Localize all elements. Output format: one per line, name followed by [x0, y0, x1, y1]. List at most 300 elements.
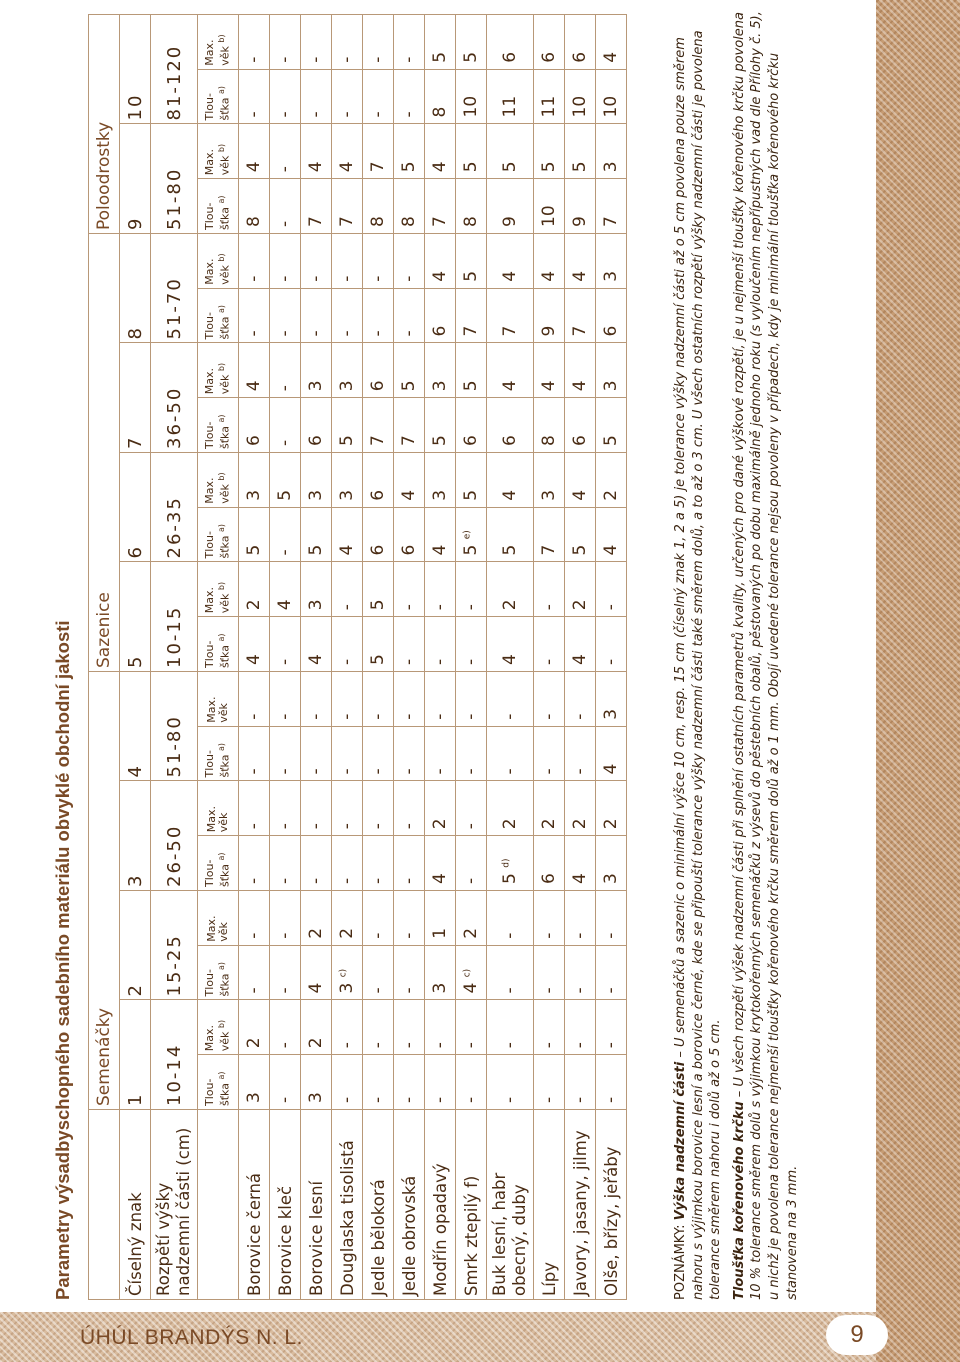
table-cell: [534, 1055, 565, 1110]
table-cell: [456, 507, 487, 562]
table-cell: [534, 836, 565, 891]
cell-value: -: [337, 56, 357, 63]
table-cell: [394, 453, 425, 508]
table-row: [487, 15, 534, 1300]
cell-value: -: [399, 111, 419, 118]
table-cell: [487, 562, 534, 617]
cell-value: 4: [500, 654, 520, 665]
table-cell: [239, 179, 270, 234]
table-cell: [239, 617, 270, 672]
sub-age-label: věk: [218, 374, 232, 395]
cell-value: 11: [539, 95, 559, 118]
sub-thickness-label: Tlou-: [203, 969, 217, 997]
table-cell: [332, 507, 363, 562]
table-cell: [301, 672, 332, 727]
table-cell: [332, 288, 363, 343]
group-semenacky: Semenáčky: [89, 672, 120, 1110]
table-row: [394, 15, 425, 1300]
cell-value: -: [275, 549, 295, 556]
table-cell: [239, 562, 270, 617]
parameters-table-wrapper: [88, 14, 627, 1300]
table-cell: [394, 726, 425, 781]
table-cell: [487, 507, 534, 562]
table-cell: [456, 1055, 487, 1110]
cell-value: 2: [500, 818, 520, 830]
table-cell: [332, 453, 363, 508]
cell-value: 4: [461, 982, 481, 994]
cell-value: -: [500, 987, 520, 994]
cell-footnote-mark: d): [501, 858, 512, 868]
cell-value: 4: [244, 654, 264, 665]
cell-value: 2: [337, 927, 357, 939]
table-cell: [456, 234, 487, 289]
cell-value: -: [430, 713, 450, 720]
table-cell: [363, 617, 394, 672]
cell-value: -: [275, 987, 295, 994]
cell-value: 4: [399, 489, 419, 501]
table-cell: [363, 288, 394, 343]
cell-value: -: [275, 166, 295, 173]
table-cell: [270, 617, 301, 672]
cell-value: 6: [244, 435, 264, 446]
sub-max-label: Max.: [203, 149, 217, 176]
sup-b: b): [217, 1019, 227, 1029]
table-cell: [596, 288, 627, 343]
sub-thickness-label2: šťka: [218, 754, 232, 778]
cell-value: 4: [306, 654, 326, 665]
sub-age-label: věk: [218, 484, 232, 504]
cell-value: -: [337, 1096, 357, 1103]
table-cell: [301, 781, 332, 836]
table-cell: [363, 1000, 394, 1055]
table-cell: [332, 1055, 363, 1110]
cell-value: 4: [306, 161, 326, 173]
table-cell: [596, 15, 627, 70]
cell-value: 6: [570, 51, 590, 63]
sup-b: b): [217, 581, 227, 591]
cell-value: -: [570, 768, 590, 775]
cell-value: 6: [539, 51, 559, 63]
row-species-name: Borovice kleč: [270, 1110, 301, 1300]
cell-value: 6: [368, 544, 388, 556]
cell-value: 5: [500, 873, 520, 884]
row-species-name: Javory, jasany, jilmy: [565, 1110, 596, 1300]
cell-value: 3: [337, 982, 357, 994]
table-cell: [332, 945, 363, 1000]
cell-value: -: [539, 713, 559, 720]
cell-value: 4: [570, 270, 590, 282]
table-cell: [270, 234, 301, 289]
sub-age-label: věk: [218, 265, 232, 285]
table-cell: [332, 15, 363, 70]
table-cell: [425, 781, 456, 836]
cell-value: -: [275, 877, 295, 884]
cell-value: 8: [368, 216, 388, 227]
label-rozpeti-vysky: Rozpětí výšky nadzemní části (cm): [151, 1110, 198, 1300]
cell-value: 2: [244, 599, 264, 611]
table-cell: [565, 726, 596, 781]
table-cell: [363, 453, 394, 508]
sub-thickness-label: Tlou-: [203, 859, 217, 887]
cell-value: -: [601, 1042, 621, 1049]
cell-value: 7: [306, 216, 326, 227]
cell-value: -: [601, 1096, 621, 1103]
table-cell: [456, 343, 487, 398]
note-height-text: U semenáčků a sazenic o minimální výšce 10 cm, resp. 15 cm (číselný znak 1, 2 a 5) je tolerance výšky nadzemní části až o 5 cm povolena pouze směrem nahoru s výjimkou borovice lesní a borovice černé, kde se připouští tolerance výšky nadzemní části také směrem dolů, a to až o 3 cm. U všech ostatních rozpětí výšky nadzemní části je povolena tolerance směrem nahoru i dolů až o 5 cm.: [673, 30, 724, 1300]
table-cell: [596, 343, 627, 398]
table-cell: [596, 836, 627, 891]
table-cell: [534, 234, 565, 289]
cell-value: -: [337, 823, 357, 830]
range-10: 81-120: [151, 15, 198, 125]
table-cell: [487, 69, 534, 124]
table-cell: [596, 398, 627, 453]
range-2: 15-25: [151, 891, 198, 1001]
cell-value: -: [244, 275, 264, 282]
cell-value: -: [337, 713, 357, 720]
cell-value: -: [368, 1042, 388, 1049]
table-cell: [363, 234, 394, 289]
sub-age-label: věk: [218, 155, 232, 176]
table-cell: [332, 69, 363, 124]
table-cell: [565, 617, 596, 672]
table-cell: [487, 672, 534, 727]
cell-value: 3: [430, 489, 450, 501]
table-cell: [301, 891, 332, 946]
sup-b: b): [217, 472, 227, 481]
sub-max-label: Max.: [203, 39, 217, 66]
sup-a: a): [217, 852, 227, 861]
cell-value: 4: [430, 270, 450, 282]
table-cell: [565, 234, 596, 289]
table-cell: [332, 891, 363, 946]
range-1: 10-14: [151, 1000, 198, 1110]
table-cell: [487, 836, 534, 891]
table-cell: [239, 398, 270, 453]
cell-value: -: [275, 1042, 295, 1049]
cell-footnote-mark: c): [462, 968, 473, 978]
sub-thickness-label2: šťka: [218, 97, 232, 121]
sub-thickness-label: Tlou-: [203, 531, 217, 559]
cell-value: -: [306, 275, 326, 282]
subheader-max-age-2: [198, 891, 239, 946]
cell-value: 5: [461, 51, 481, 63]
subheader-max-age-1: [198, 1000, 239, 1055]
table-cell: [270, 124, 301, 179]
cell-value: 9: [539, 325, 559, 337]
cell-value: -: [539, 987, 559, 994]
code-6: 6: [120, 453, 151, 563]
table-cell: [596, 781, 627, 836]
subheader-thickness-1: [198, 1055, 239, 1110]
cell-value: 2: [570, 818, 590, 830]
cell-value: 3: [244, 489, 264, 501]
table-cell: [534, 672, 565, 727]
cell-value: 7: [601, 216, 621, 227]
cell-value: -: [368, 1096, 388, 1103]
table-cell: [596, 124, 627, 179]
subheader-max-age-9: [198, 124, 239, 179]
sup-a: a): [217, 633, 227, 642]
table-cell: [456, 453, 487, 508]
table-cell: [425, 945, 456, 1000]
cell-value: 2: [601, 489, 621, 501]
cell-value: -: [337, 111, 357, 118]
cell-value: 4: [570, 380, 590, 392]
cell-value: 8: [461, 216, 481, 227]
cell-value: -: [461, 877, 481, 884]
cell-value: 2: [601, 818, 621, 830]
cell-value: -: [244, 987, 264, 994]
table-cell: [332, 836, 363, 891]
cell-value: 3: [601, 708, 621, 720]
table-cell: [301, 398, 332, 453]
table-cell: [425, 343, 456, 398]
table-cell: [534, 343, 565, 398]
cell-value: -: [430, 1096, 450, 1103]
table-cell: [270, 891, 301, 946]
cell-value: -: [306, 713, 326, 720]
row-species-name: Lípy: [534, 1110, 565, 1300]
table-cell: [270, 836, 301, 891]
code-9: 9: [120, 124, 151, 234]
table-cell: [239, 507, 270, 562]
table-cell: [425, 179, 456, 234]
cell-value: 5: [430, 51, 450, 63]
table-cell: [487, 1055, 534, 1110]
cell-value: 7: [461, 325, 481, 337]
cell-value: 7: [430, 216, 450, 227]
table-cell: [425, 398, 456, 453]
cell-value: -: [275, 439, 295, 446]
table-cell: [596, 1055, 627, 1110]
cell-value: 5: [275, 489, 295, 501]
cell-value: 6: [601, 325, 621, 337]
table-cell: [487, 398, 534, 453]
cell-value: -: [337, 275, 357, 282]
cell-value: -: [368, 768, 388, 775]
table-cell: [301, 562, 332, 617]
cell-value: -: [601, 932, 621, 939]
cell-value: -: [399, 713, 419, 720]
table-cell: [565, 69, 596, 124]
table-cell: [425, 617, 456, 672]
code-2: 2: [120, 891, 151, 1001]
table-cell: [425, 453, 456, 508]
cell-value: -: [539, 932, 559, 939]
sub-max-label: Max.: [205, 915, 218, 942]
table-cell: [456, 781, 487, 836]
table-cell: [534, 891, 565, 946]
cell-value: 4: [539, 270, 559, 282]
table-cell: [270, 672, 301, 727]
note-height: [672, 10, 725, 1300]
table-cell: [456, 179, 487, 234]
sub-thickness-label: Tlou-: [203, 1078, 217, 1106]
table-cell: [534, 945, 565, 1000]
table-cell: [239, 124, 270, 179]
cell-value: -: [539, 658, 559, 665]
table-cell: [596, 69, 627, 124]
cell-value: 3: [306, 489, 326, 501]
row-species-name: Douglaska tisolistá: [332, 1110, 363, 1300]
table-cell: [456, 617, 487, 672]
cell-value: 4: [244, 380, 264, 392]
cell-value: -: [368, 877, 388, 884]
table-cell: [596, 945, 627, 1000]
table-cell: [487, 891, 534, 946]
row-species-name: Smrk ztepilý f): [456, 1110, 487, 1300]
table-cell: [565, 672, 596, 727]
table-cell: [565, 562, 596, 617]
cell-value: 4: [430, 873, 450, 884]
subheader-max-age-4: [198, 672, 239, 727]
table-cell: [363, 179, 394, 234]
table-cell: [534, 179, 565, 234]
cell-value: 4: [337, 544, 357, 556]
cell-value: 5: [539, 161, 559, 173]
cell-value: -: [399, 1096, 419, 1103]
table-cell: [301, 1055, 332, 1110]
table-cell: [565, 343, 596, 398]
cell-value: 6: [461, 435, 481, 446]
table-cell: [596, 672, 627, 727]
table-cell: [332, 562, 363, 617]
table-cell: [394, 945, 425, 1000]
cell-value: -: [244, 932, 264, 939]
cell-value: 7: [368, 161, 388, 173]
table-cell: [394, 179, 425, 234]
table-cell: [363, 891, 394, 946]
table-cell: [363, 672, 394, 727]
cell-value: -: [368, 111, 388, 118]
cell-value: -: [570, 987, 590, 994]
sub-thickness-label: Tlou-: [203, 640, 217, 668]
range-6: 26-35: [151, 453, 198, 563]
table-cell: [425, 1055, 456, 1110]
sub-thickness-label2: šťka: [218, 207, 232, 230]
subheader-max-age-3: [198, 781, 239, 836]
range-3: 26-50: [151, 781, 198, 891]
cell-value: -: [570, 1096, 590, 1103]
table-cell: [534, 124, 565, 179]
cell-value: -: [337, 768, 357, 775]
table-cell: [332, 124, 363, 179]
cell-value: 2: [306, 927, 326, 939]
cell-value: 3: [430, 380, 450, 392]
table-cell: [425, 672, 456, 727]
cell-value: -: [539, 604, 559, 611]
cell-value: -: [399, 1042, 419, 1049]
subheader-max-age-8: [198, 234, 239, 289]
cell-value: 7: [399, 435, 419, 446]
table-cell: [487, 617, 534, 672]
note-height-heading: Výška nadzemní části: [673, 1061, 688, 1221]
subheader-max-age-7: [198, 343, 239, 398]
cell-value: -: [399, 56, 419, 63]
range-4: 51-80: [151, 672, 198, 782]
table-cell: [394, 124, 425, 179]
table-cell: [425, 15, 456, 70]
cell-value: -: [461, 713, 481, 720]
cell-value: 8: [244, 216, 264, 227]
table-row: [332, 15, 363, 1300]
sub-age-label: věk: [218, 1031, 232, 1052]
cell-value: 5: [399, 380, 419, 392]
cell-value: -: [275, 385, 295, 392]
cell-value: 5: [430, 435, 450, 446]
parameters-table: [88, 14, 627, 1300]
cell-value: 7: [500, 325, 520, 337]
cell-value: 4: [500, 270, 520, 282]
row-species-name: Borovice lesní: [301, 1110, 332, 1300]
row-species-name: Buk lesní, habr obecný, duby: [487, 1110, 534, 1300]
cell-value: 2: [461, 927, 481, 939]
sub-max-label: Max.: [205, 696, 218, 723]
table-cell: [487, 124, 534, 179]
table-cell: [534, 15, 565, 70]
sub-max-label: Max.: [203, 1025, 217, 1052]
cell-value: 7: [368, 435, 388, 446]
table-cell: [332, 179, 363, 234]
table-cell: [596, 1000, 627, 1055]
table-cell: [534, 781, 565, 836]
cell-value: -: [337, 1042, 357, 1049]
cell-value: 4: [430, 161, 450, 173]
table-cell: [332, 343, 363, 398]
cell-value: -: [399, 330, 419, 337]
cell-value: 3: [337, 489, 357, 501]
table-cell: [456, 672, 487, 727]
table-cell: [239, 15, 270, 70]
table-cell: [332, 617, 363, 672]
cell-value: -: [368, 987, 388, 994]
table-cell: [239, 726, 270, 781]
cell-value: 5: [461, 489, 481, 501]
table-cell: [270, 69, 301, 124]
cell-value: 4: [570, 654, 590, 665]
cell-value: 5: [461, 544, 481, 556]
code-4: 4: [120, 672, 151, 782]
cell-value: -: [368, 713, 388, 720]
table-cell: [239, 69, 270, 124]
table-cell: [239, 288, 270, 343]
table-cell: [394, 69, 425, 124]
page-number: 9: [826, 1315, 888, 1355]
table-cell: [270, 726, 301, 781]
table-cell: [363, 343, 394, 398]
sub-thickness-label2: šťka: [218, 864, 232, 887]
cell-value: 4: [601, 51, 621, 63]
cell-value: -: [570, 932, 590, 939]
table-cell: [565, 179, 596, 234]
sup-b: b): [217, 34, 227, 43]
table-cell: [565, 891, 596, 946]
table-cell: [565, 15, 596, 70]
table-cell: [394, 562, 425, 617]
sub-age-label: věk: [218, 46, 232, 66]
cell-value: 7: [337, 216, 357, 227]
table-cell: [534, 507, 565, 562]
cell-value: 8: [539, 435, 559, 446]
table-cell: [565, 945, 596, 1000]
table-cell: [301, 617, 332, 672]
cell-value: -: [337, 658, 357, 665]
cell-value: -: [430, 658, 450, 665]
sub-thickness-label2: šťka: [218, 426, 232, 449]
table-cell: [301, 836, 332, 891]
cell-value: -: [306, 56, 326, 63]
